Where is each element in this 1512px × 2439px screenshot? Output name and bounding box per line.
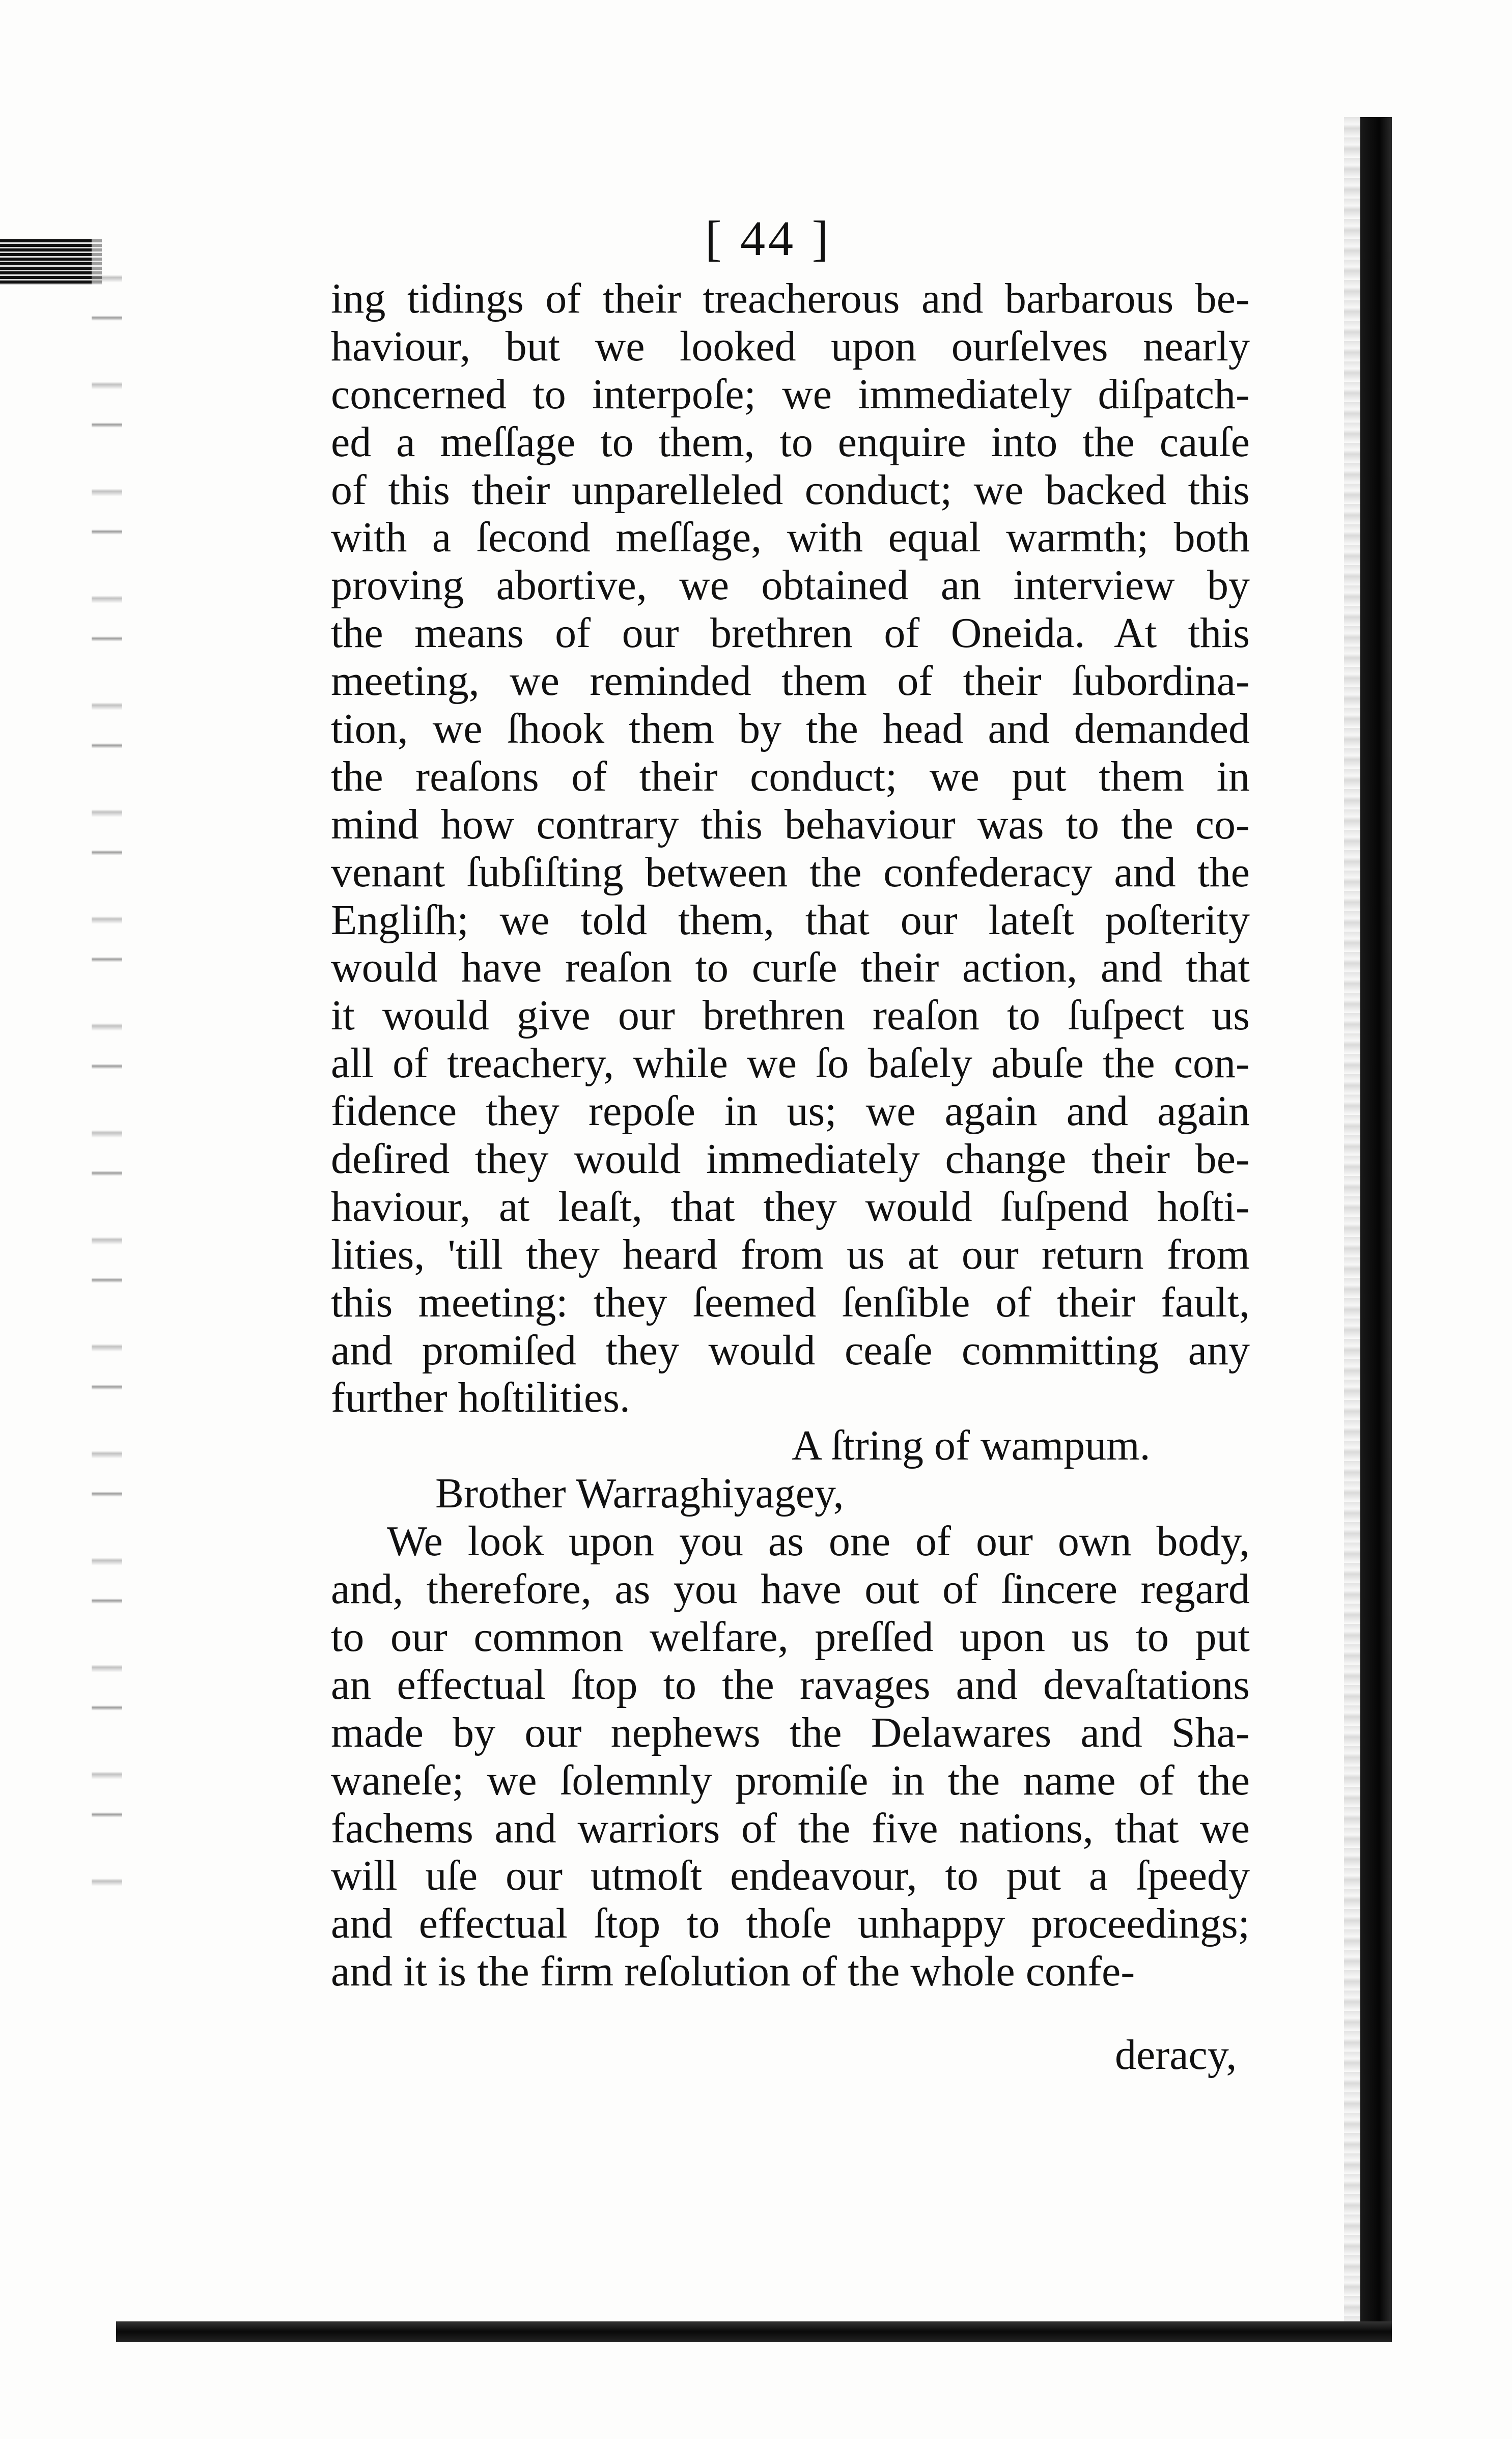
- text-line: mind how contrary this behaviour was to the co-: [331, 800, 1250, 848]
- text-line: haviour, but we looked upon ourſelves nearly: [331, 322, 1250, 370]
- text-line: Engliſh; we told them, that our lateſt poſterity: [331, 896, 1250, 944]
- text-line: to our common welfare, preſſed upon us to put: [331, 1613, 1250, 1661]
- text-line: haviour, at leaſt, that they would ſuſpend hoſti-: [331, 1183, 1250, 1230]
- text-line: lities, 'till they heard from us at our return from: [331, 1230, 1250, 1278]
- text-line: waneſe; we ſolemnly promiſe in the name of the: [331, 1756, 1250, 1804]
- salutation: Brother Warraghiyagey,: [435, 1470, 844, 1518]
- text-line: would have reaſon to curſe their action, and that: [331, 944, 1250, 992]
- text-line: fidence they repoſe in us; we again and again: [331, 1087, 1250, 1135]
- text-line: it would give our brethren reaſon to ſuſpect us: [331, 992, 1250, 1040]
- text-line: fachems and warriors of the five nations, that we: [331, 1804, 1250, 1852]
- text-line: with a ſecond meſſage, with equal warmth; both: [331, 514, 1250, 562]
- text-line: an effectual ſtop to the ravages and devaſtations: [331, 1661, 1250, 1708]
- text-line: ing tidings of their treacherous and barbarous be-: [331, 275, 1250, 322]
- text-line: all of treachery, while we ſo baſely abuſe the con-: [331, 1040, 1250, 1087]
- text-line: We look upon you as one of our own body,: [387, 1518, 1250, 1565]
- text-line: made by our nephews the Delawares and Sha-: [331, 1708, 1250, 1756]
- text-line: and it is the firm reſolution of the whole confe-: [331, 1948, 1135, 1996]
- text-line: tion, we ſhook them by the head and demanded: [331, 705, 1250, 753]
- paragraph-2: [331, 1518, 1250, 1996]
- paragraph-1: [331, 275, 1250, 1422]
- text-line: and, therefore, as you have out of ſincere regard: [331, 1565, 1250, 1613]
- binding-speckle: [92, 214, 122, 1904]
- text-line: of this their unparelleled conduct; we backed this: [331, 466, 1250, 514]
- body-text: [331, 275, 1250, 1996]
- text-line: the means of our brethren of Oneida. At this: [331, 609, 1250, 657]
- catchword: deracy,: [1115, 2031, 1237, 2079]
- text-line: and promiſed they would ceaſe committing any: [331, 1326, 1250, 1374]
- page-edge-right: [1360, 117, 1392, 2337]
- text-line: the reaſons of their conduct; we put them in: [331, 752, 1250, 800]
- page-edge-bottom: [116, 2321, 1392, 2342]
- text-line: deſired they would immediately change their be-: [331, 1135, 1250, 1183]
- binding-blot: [0, 239, 102, 285]
- page-edge-shadow: [1344, 117, 1361, 2337]
- text-line: further hoſtilities.: [331, 1374, 630, 1422]
- text-line: meeting, we reminded them of their ſubordina-: [331, 657, 1250, 705]
- text-line: ed a meſſage to them, to enquire into the cauſe: [331, 418, 1250, 466]
- text-line: will uſe our utmoſt endeavour, to put a ſpeedy: [331, 1852, 1250, 1900]
- text-line: proving abortive, we obtained an interview by: [331, 562, 1250, 609]
- text-line: venant ſubſiſting between the confederacy and the: [331, 848, 1250, 896]
- page-number: [ 44 ]: [705, 211, 832, 266]
- text-line: this meeting: they ſeemed ſenſible of their fault,: [331, 1278, 1250, 1326]
- text-line: and effectual ſtop to thoſe unhappy proceedings;: [331, 1900, 1250, 1948]
- caption-wampum: A ſtring of wampum.: [792, 1422, 1151, 1470]
- text-line: concerned to interpoſe; we immediately diſpatch-: [331, 370, 1250, 418]
